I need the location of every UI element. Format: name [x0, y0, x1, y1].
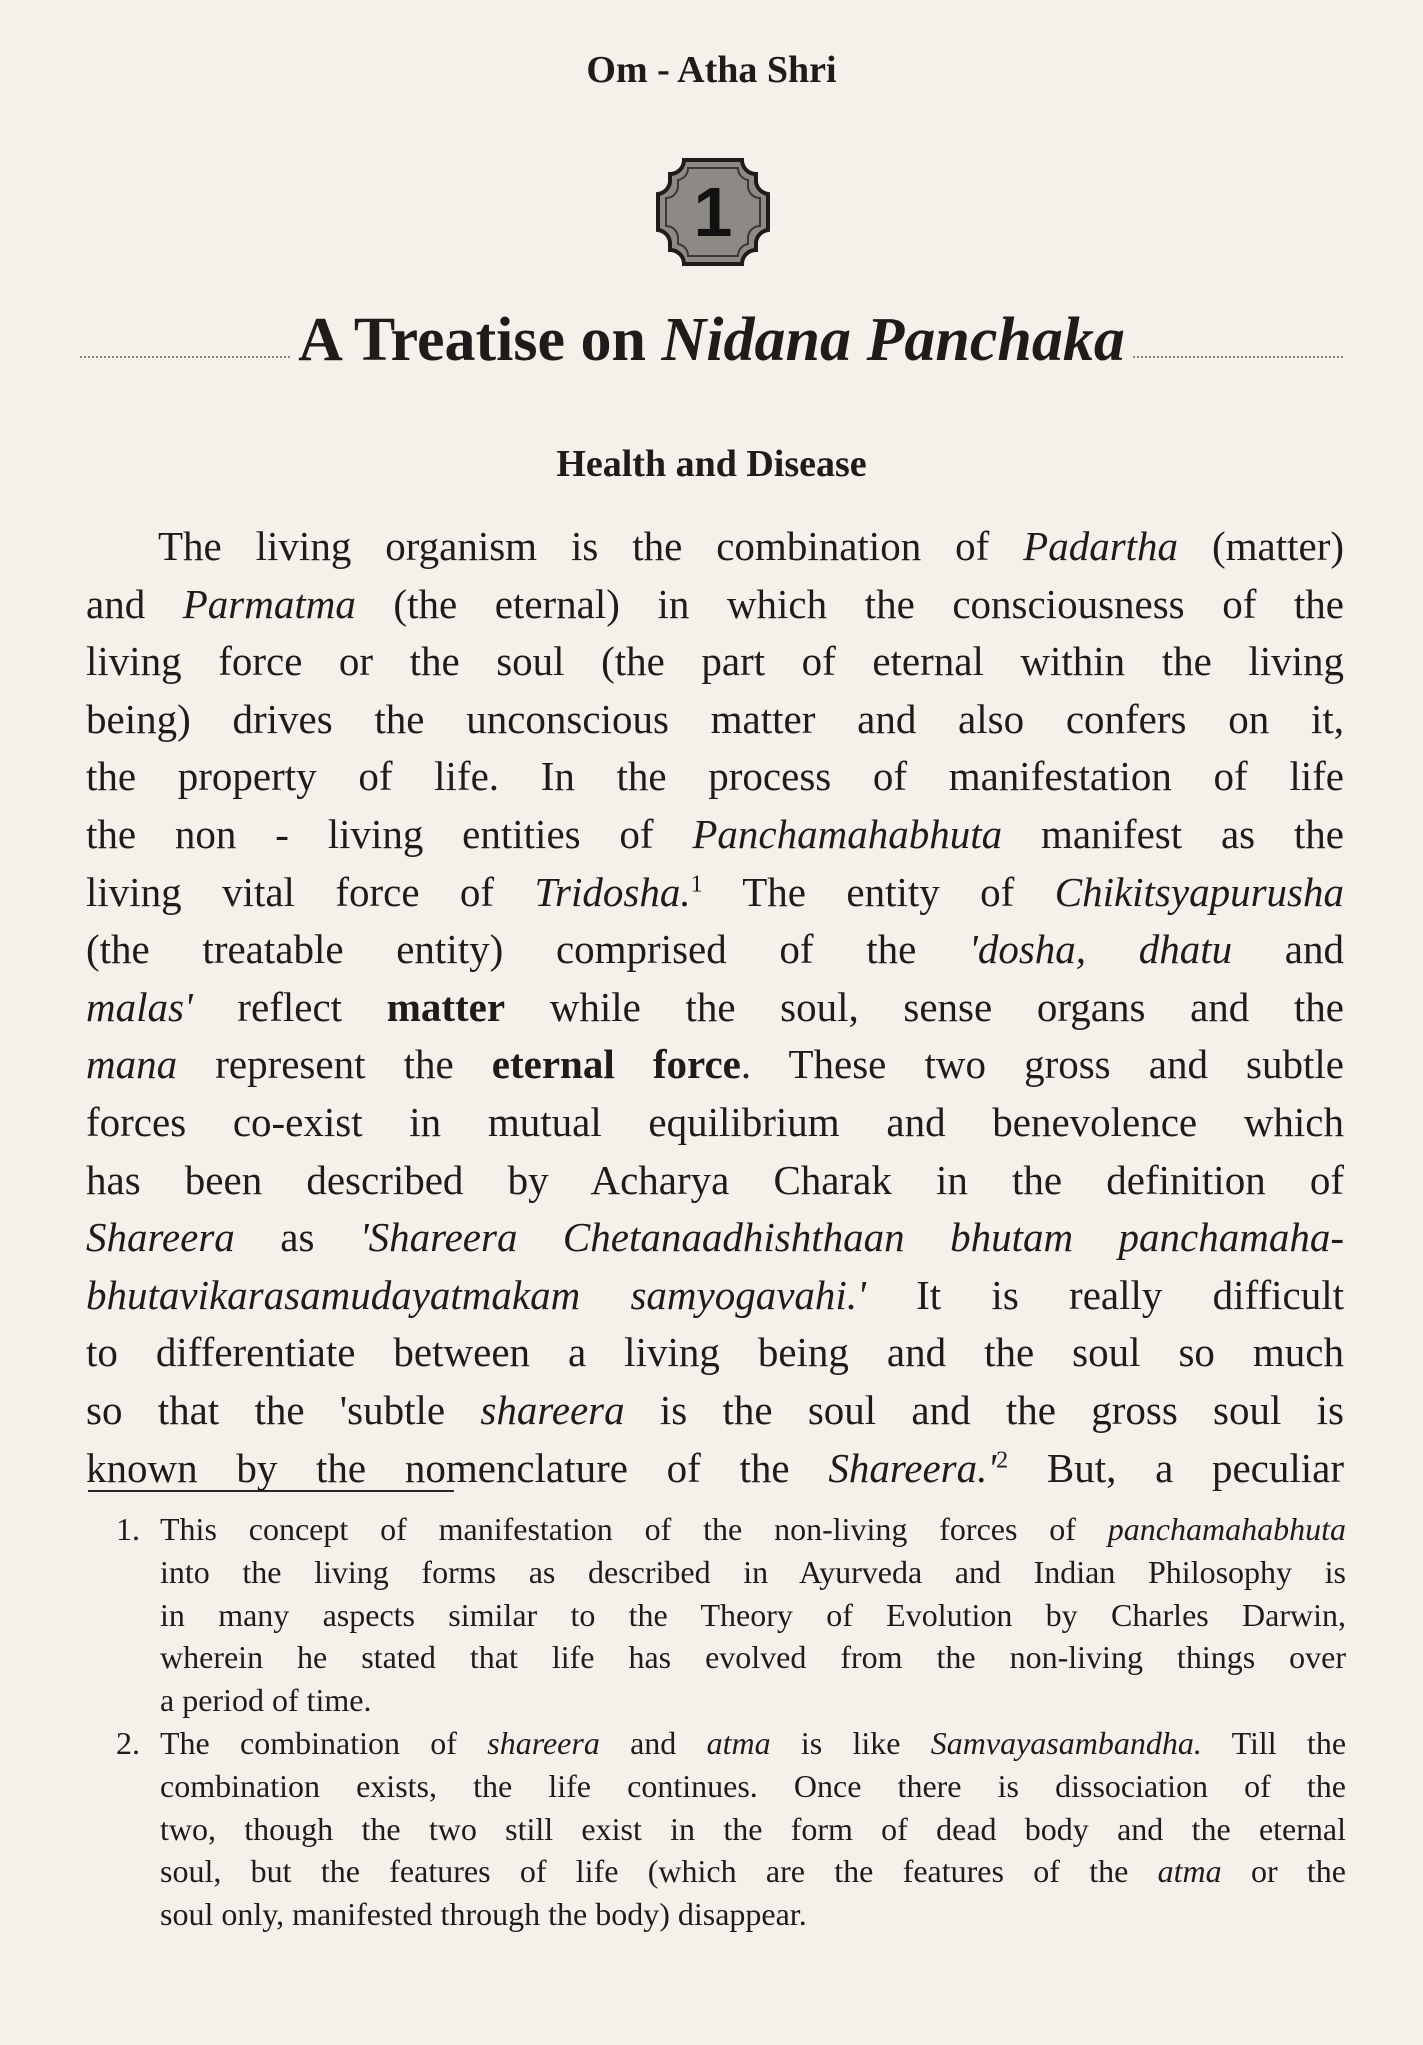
text-run: known by the nomenclature of the — [86, 1444, 829, 1491]
paragraph-line — [86, 1094, 1344, 1152]
section-heading: Health and Disease — [556, 443, 867, 485]
text-run: a period of time. — [160, 1682, 372, 1719]
chapter-number-badge — [654, 156, 772, 268]
text-run: Samvayasambandha. — [930, 1724, 1202, 1761]
text-run: wherein he stated that life has evolved from the non-living things over — [160, 1639, 1346, 1676]
chapter-title-row — [80, 300, 1343, 380]
footnote-line — [160, 1722, 1346, 1765]
text-run: (the treatable entity) comprised of the — [86, 926, 970, 973]
text-run: has been described by Acharya Charak in the definition of — [86, 1156, 1344, 1203]
title-rule-right — [1133, 356, 1343, 358]
text-run: and — [1232, 926, 1344, 973]
text-run: so that the 'subtle — [86, 1386, 481, 1433]
footnote-line — [160, 1765, 1346, 1808]
footnote-line — [160, 1850, 1346, 1893]
footnote-line — [160, 1508, 1346, 1551]
paragraph-line — [86, 921, 1344, 979]
text-run: Chikitsyapurusha — [1054, 868, 1345, 915]
text-run: or the — [1221, 1853, 1347, 1890]
text-run: This concept of manifestation of the non-living forces of — [160, 1511, 1108, 1547]
text-run: It is really difficult — [865, 1271, 1344, 1318]
text-run: living vital force of — [86, 868, 535, 915]
chapter-title-italic: Nidana Panchaka — [661, 305, 1125, 374]
text-run: living force or the soul (the part of eternal within the living — [86, 638, 1344, 685]
text-run: malas' — [86, 983, 193, 1030]
title-rule-left — [80, 356, 290, 358]
text-run: The living organism is the combination of — [158, 523, 1024, 569]
paragraph-line — [86, 979, 1344, 1037]
text-run: 'dosha, dhatu — [969, 926, 1233, 973]
footnote-rule — [88, 1490, 454, 1492]
text-run: But, a peculiar — [1008, 1444, 1345, 1491]
text-run: atma — [1157, 1853, 1222, 1890]
text-run: the non - living entities of — [86, 810, 693, 857]
paragraph-line — [86, 864, 1344, 922]
footnote-number: 1. — [116, 1511, 140, 1547]
text-run: represent the — [177, 1041, 492, 1088]
chapter-title-plain: A Treatise on — [298, 305, 662, 374]
paragraph-line — [86, 1382, 1344, 1440]
text-run: soul, but the features of life (which are the features of the — [160, 1853, 1158, 1890]
text-run: mana — [86, 1041, 178, 1088]
running-head: Om - Atha Shri — [586, 49, 837, 91]
text-run: while the soul, sense organs and the — [505, 983, 1344, 1030]
paragraph-line — [86, 576, 1344, 634]
text-run: matter — [386, 983, 506, 1030]
paragraph-line — [86, 1440, 1344, 1498]
text-run: into the living forms as described in Ayurveda and Indian Philosophy is — [160, 1553, 1346, 1590]
text-run: The entity of — [702, 868, 1055, 915]
text-run: (the eternal) in which the consciousness of the — [355, 580, 1344, 627]
text-run: Shareera.' — [828, 1444, 997, 1491]
footnote-line — [160, 1636, 1346, 1679]
text-run: the property of life. In the process of manifestation of life — [86, 753, 1344, 800]
footnote — [116, 1722, 1346, 1936]
text-run: atma — [706, 1724, 771, 1761]
paragraph-line — [86, 748, 1344, 806]
text-run: shareera — [487, 1724, 600, 1761]
footnote-marker: 1 — [690, 870, 703, 897]
footnote — [116, 1508, 1346, 1722]
text-run: shareera — [480, 1386, 625, 1433]
text-run: manifest as the — [1002, 810, 1345, 857]
text-run: Parmatma — [182, 580, 356, 627]
paragraph-line — [86, 1209, 1344, 1267]
text-run: (matter) — [1178, 523, 1344, 569]
footnote-line — [160, 1808, 1346, 1851]
text-run: Till the — [1201, 1724, 1347, 1761]
text-run: Tridosha. — [534, 868, 691, 915]
text-run: and — [599, 1724, 707, 1761]
footnote-marker: 2 — [996, 1446, 1009, 1473]
paragraph-line — [86, 518, 1344, 576]
paragraph-line — [86, 1152, 1344, 1210]
paragraph-line — [86, 1324, 1344, 1382]
paragraph-line — [86, 1036, 1344, 1094]
paragraph-line — [86, 806, 1344, 864]
text-run: Shareera — [86, 1214, 235, 1261]
text-run: forces co-exist in mutual equilibrium and benevolence which — [86, 1098, 1344, 1145]
text-run: 'Shareera Chetanaadhishthaan bhutam panchamaha- — [359, 1214, 1345, 1261]
text-run: reflect — [192, 983, 387, 1030]
text-run: and — [86, 580, 183, 627]
paragraph-line — [86, 633, 1344, 691]
text-run: . These two gross and subtle — [740, 1041, 1344, 1088]
text-run: being) drives the unconscious matter and also confers on it, — [86, 695, 1344, 742]
text-run: eternal force — [491, 1041, 741, 1088]
text-run: Padartha — [1023, 523, 1179, 569]
text-run: soul only, manifested through the body) disappear. — [160, 1896, 807, 1933]
footnote-number: 2. — [116, 1724, 140, 1761]
footnote-line — [160, 1679, 1346, 1722]
text-run: as — [234, 1214, 360, 1261]
text-run: panchamahabhuta — [1107, 1511, 1346, 1547]
text-run: is the soul and the gross soul is — [624, 1386, 1344, 1433]
paragraph-line — [86, 1267, 1344, 1325]
text-run: Panchamahabhuta — [692, 810, 1003, 857]
footnotes — [116, 1508, 1346, 1936]
paragraph-line — [86, 691, 1344, 749]
text-run: to differentiate between a living being and the soul so much — [86, 1329, 1344, 1376]
text-run: in many aspects similar to the Theory of Evolution by Charles Darwin, — [160, 1596, 1346, 1633]
footnote-line — [160, 1594, 1346, 1637]
chapter-number: 1 — [693, 173, 733, 251]
text-run: is like — [770, 1724, 931, 1761]
chapter-title — [298, 305, 1125, 376]
text-run: bhutavikarasamudayatmakam samyogavahi.' — [86, 1271, 866, 1318]
text-run: combination exists, the life continues. Once there is dissociation of the — [160, 1767, 1346, 1804]
body-text — [86, 518, 1344, 1497]
text-run: The combination of — [160, 1724, 488, 1761]
chapter-badge-shape — [654, 156, 772, 268]
text-run: two, though the two still exist in the form of dead body and the eternal — [160, 1810, 1346, 1847]
footnote-line — [160, 1893, 1346, 1936]
footnote-line — [160, 1551, 1346, 1594]
